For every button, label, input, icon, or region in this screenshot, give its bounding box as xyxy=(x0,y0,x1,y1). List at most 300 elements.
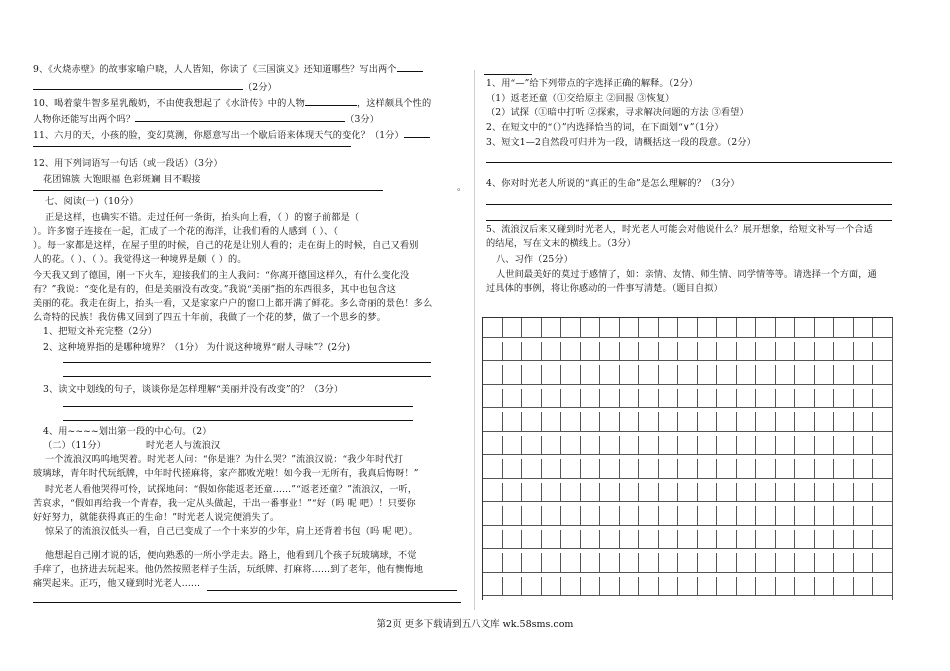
grid-cell[interactable] xyxy=(659,483,679,503)
grid-cell[interactable] xyxy=(600,412,620,432)
grid-cell[interactable] xyxy=(698,342,718,362)
grid-cell[interactable] xyxy=(620,436,640,456)
grid-cell[interactable] xyxy=(795,436,815,456)
grid-cell[interactable] xyxy=(756,342,776,362)
question-a3: 3、短文1—2自然段可归并为一段，请概括这一段的段意。（2分） xyxy=(486,137,756,148)
grid-cell[interactable] xyxy=(561,483,581,503)
grid-cell[interactable] xyxy=(483,459,503,479)
grid-cell[interactable] xyxy=(503,553,523,573)
grid-cell[interactable] xyxy=(854,436,874,456)
grid-row xyxy=(483,506,893,526)
grid-cell[interactable] xyxy=(561,412,581,432)
grid-cell[interactable] xyxy=(834,530,854,550)
grid-cell[interactable] xyxy=(620,553,640,573)
passage-line: 美丽的花。我走在街上，抬头一看，又是家家户户的窗口上都开满了鲜花。多么奇丽的景色！多么 xyxy=(33,298,433,309)
grid-row xyxy=(483,389,893,409)
grid-cell[interactable] xyxy=(639,483,659,503)
grid-cell[interactable] xyxy=(737,577,757,597)
grid-cell[interactable] xyxy=(659,506,679,526)
grid-cell[interactable] xyxy=(659,365,679,385)
grid-cell[interactable] xyxy=(756,483,776,503)
grid-cell[interactable] xyxy=(503,506,523,526)
grid-cell[interactable] xyxy=(600,389,620,409)
grid-cell[interactable] xyxy=(834,365,854,385)
grid-cell[interactable] xyxy=(776,459,796,479)
grid-cell[interactable] xyxy=(795,318,815,338)
grid-cell[interactable] xyxy=(483,318,503,338)
question-10-cont: 人物你还能写出两个吗？ （3分） xyxy=(33,114,379,125)
grid-cell[interactable] xyxy=(542,506,562,526)
grid-cell[interactable] xyxy=(717,342,737,362)
question-12-words: 花团锦簇 大饱眼福 色彩斑斓 目不暇接 xyxy=(43,174,201,185)
grid-cell[interactable] xyxy=(717,506,737,526)
grid-cell[interactable] xyxy=(854,389,874,409)
grid-cell[interactable] xyxy=(483,506,503,526)
grid-cell[interactable] xyxy=(737,412,757,432)
grid-cell[interactable] xyxy=(698,506,718,526)
grid-row xyxy=(483,436,893,456)
grid-cell[interactable] xyxy=(639,318,659,338)
grid-cell[interactable] xyxy=(873,365,893,385)
grid-cell[interactable] xyxy=(795,342,815,362)
story-line: 惊呆了的流浪汉低头一看，自己已变成了一个十来岁的少年，肩上还背着书包（吗 呢 吧）。 xyxy=(45,526,418,537)
grid-cell[interactable] xyxy=(737,342,757,362)
grid-cell[interactable] xyxy=(639,459,659,479)
grid-cell[interactable] xyxy=(776,318,796,338)
grid-cell[interactable] xyxy=(815,553,835,573)
grid-cell[interactable] xyxy=(776,483,796,503)
grid-cell[interactable] xyxy=(620,483,640,503)
grid-cell[interactable] xyxy=(503,530,523,550)
grid-cell[interactable] xyxy=(542,389,562,409)
grid-cell[interactable] xyxy=(659,577,679,597)
reading-question-2: 2、这种境界指的是哪种境界？（1分） 为什说这种境界“耐人寻味”？(2分) xyxy=(43,342,351,353)
grid-cell[interactable] xyxy=(483,530,503,550)
grid-cell[interactable] xyxy=(776,553,796,573)
grid-cell[interactable] xyxy=(795,553,815,573)
grid-cell[interactable] xyxy=(776,412,796,432)
grid-cell[interactable] xyxy=(581,506,601,526)
grid-cell[interactable] xyxy=(873,342,893,362)
answer-line xyxy=(63,362,431,363)
grid-cell[interactable] xyxy=(639,342,659,362)
grid-cell[interactable] xyxy=(620,459,640,479)
grid-cell[interactable] xyxy=(717,530,737,550)
grid-cell[interactable] xyxy=(522,342,542,362)
grid-cell[interactable] xyxy=(756,365,776,385)
grid-cell[interactable] xyxy=(854,318,874,338)
grid-cell[interactable] xyxy=(503,412,523,432)
grid-cell[interactable] xyxy=(522,577,542,597)
grid-cell[interactable] xyxy=(795,530,815,550)
grid-cell[interactable] xyxy=(581,530,601,550)
grid-cell[interactable] xyxy=(834,483,854,503)
grid-cell[interactable] xyxy=(717,389,737,409)
answer-line xyxy=(63,420,413,421)
grid-cell[interactable] xyxy=(503,389,523,409)
grid-cell[interactable] xyxy=(834,577,854,597)
grid-cell[interactable] xyxy=(776,389,796,409)
grid-cell[interactable] xyxy=(815,459,835,479)
grid-cell[interactable] xyxy=(561,459,581,479)
grid-cell[interactable] xyxy=(795,506,815,526)
page-footer: 第2页 更多下载请到五八文库 wk.58sms.com xyxy=(376,619,574,630)
grid-cell[interactable] xyxy=(620,530,640,550)
grid-cell[interactable] xyxy=(542,530,562,550)
grid-cell[interactable] xyxy=(561,553,581,573)
grid-cell[interactable] xyxy=(834,412,854,432)
passage-line: 么奇特的民族！我仿佛又回到了四五十年前，我做了一个花的梦，做了一个思乡的梦。 xyxy=(33,312,386,323)
story-line: 痛哭起来。正巧，他又碰到时光老人…… xyxy=(33,578,201,589)
grid-cell[interactable] xyxy=(581,553,601,573)
grid-cell[interactable] xyxy=(873,389,893,409)
grid-cell[interactable] xyxy=(815,365,835,385)
grid-row xyxy=(483,365,893,385)
grid-cell[interactable] xyxy=(678,342,698,362)
grid-row xyxy=(483,530,893,550)
grid-cell[interactable] xyxy=(503,365,523,385)
grid-cell[interactable] xyxy=(678,530,698,550)
grid-cell[interactable] xyxy=(776,577,796,597)
grid-cell[interactable] xyxy=(873,506,893,526)
grid-cell[interactable] xyxy=(639,389,659,409)
grid-cell[interactable] xyxy=(756,436,776,456)
grid-cell[interactable] xyxy=(620,412,640,432)
grid-cell[interactable] xyxy=(639,506,659,526)
grid-row xyxy=(483,318,893,338)
grid-cell[interactable] xyxy=(737,436,757,456)
grid-cell[interactable] xyxy=(678,318,698,338)
story-line: 时光老人看他哭得可怜，试探地问：“假如你能返老还童……”“返老还童？”流浪汉，一听， xyxy=(45,484,418,495)
grid-cell[interactable] xyxy=(639,412,659,432)
grid-cell[interactable] xyxy=(737,506,757,526)
grid-cell[interactable] xyxy=(756,318,776,338)
grid-cell[interactable] xyxy=(503,342,523,362)
section-7-heading: 七、阅读(一)（10分） xyxy=(45,196,139,207)
grid-cell[interactable] xyxy=(600,553,620,573)
grid-cell[interactable] xyxy=(522,318,542,338)
composition-prompt-cont: 过具体的事例，将让你感动的一件事写清楚。（题目自拟） xyxy=(486,283,723,294)
grid-cell[interactable] xyxy=(756,553,776,573)
grid-cell[interactable] xyxy=(581,436,601,456)
grid-cell[interactable] xyxy=(873,483,893,503)
grid-cell[interactable] xyxy=(795,389,815,409)
grid-row xyxy=(483,342,893,362)
grid-cell[interactable] xyxy=(620,577,640,597)
answer-line xyxy=(484,74,532,75)
grid-cell[interactable] xyxy=(522,365,542,385)
grid-cell[interactable] xyxy=(795,459,815,479)
grid-cell[interactable] xyxy=(776,530,796,550)
answer-line xyxy=(33,602,461,603)
grid-cell[interactable] xyxy=(561,436,581,456)
grid-cell[interactable] xyxy=(834,459,854,479)
grid-cell[interactable] xyxy=(600,530,620,550)
grid-cell[interactable] xyxy=(522,459,542,479)
story-line: 苦哀求，“假如再给我一个青春，我一定从头做起，干出一番事业！”“好（吗 呢 吧）！只要你 xyxy=(33,498,416,509)
grid-cell[interactable] xyxy=(678,553,698,573)
grid-cell[interactable] xyxy=(678,365,698,385)
grid-cell[interactable] xyxy=(561,365,581,385)
grid-cell[interactable] xyxy=(542,342,562,362)
grid-cell[interactable] xyxy=(483,389,503,409)
grid-cell[interactable] xyxy=(659,318,679,338)
grid-cell[interactable] xyxy=(678,459,698,479)
grid-cell[interactable] xyxy=(581,342,601,362)
grid-cell[interactable] xyxy=(483,436,503,456)
grid-cell[interactable] xyxy=(483,342,503,362)
grid-cell[interactable] xyxy=(815,506,835,526)
grid-cell[interactable] xyxy=(854,412,874,432)
grid-cell[interactable] xyxy=(522,412,542,432)
grid-cell[interactable] xyxy=(659,412,679,432)
grid-cell[interactable] xyxy=(678,436,698,456)
writing-grid[interactable] xyxy=(482,317,893,600)
grid-cell[interactable] xyxy=(620,506,640,526)
grid-cell[interactable] xyxy=(483,365,503,385)
grid-cell[interactable] xyxy=(737,365,757,385)
grid-cell[interactable] xyxy=(815,342,835,362)
grid-cell[interactable] xyxy=(561,530,581,550)
grid-cell[interactable] xyxy=(600,342,620,362)
grid-cell[interactable] xyxy=(503,318,523,338)
grid-cell[interactable] xyxy=(483,553,503,573)
grid-cell[interactable] xyxy=(542,436,562,456)
grid-cell[interactable] xyxy=(503,577,523,597)
grid-cell[interactable] xyxy=(776,506,796,526)
grid-cell[interactable] xyxy=(873,459,893,479)
story-line: 手痒了，也挤进去玩起来。他仍然按照老样子生活，玩纸牌、打麻将……到了老年，他有懊悔地 xyxy=(33,564,424,575)
grid-cell[interactable] xyxy=(542,318,562,338)
grid-cell[interactable] xyxy=(522,483,542,503)
grid-cell[interactable] xyxy=(815,577,835,597)
answer-line xyxy=(63,376,431,377)
grid-cell[interactable] xyxy=(678,389,698,409)
answer-line xyxy=(486,204,892,205)
grid-cell[interactable] xyxy=(659,389,679,409)
grid-cell[interactable] xyxy=(600,506,620,526)
grid-cell[interactable] xyxy=(854,553,874,573)
grid-cell[interactable] xyxy=(854,342,874,362)
grid-cell[interactable] xyxy=(854,530,874,550)
grid-cell[interactable] xyxy=(678,483,698,503)
passage-line: 人的花。（ ）、（ ）。我觉得这一种境界是颇（ ）的。 xyxy=(33,254,247,265)
grid-cell[interactable] xyxy=(542,577,562,597)
grid-cell[interactable] xyxy=(795,365,815,385)
grid-cell[interactable] xyxy=(795,577,815,597)
grid-cell[interactable] xyxy=(698,318,718,338)
grid-cell[interactable] xyxy=(581,483,601,503)
question-a1: 1、用“—”给下列带点的字选择正确的解释。（2分） xyxy=(486,78,698,89)
grid-cell[interactable] xyxy=(854,577,874,597)
grid-cell[interactable] xyxy=(815,412,835,432)
grid-cell[interactable] xyxy=(503,483,523,503)
grid-cell[interactable] xyxy=(737,389,757,409)
grid-cell[interactable] xyxy=(795,483,815,503)
grid-cell[interactable] xyxy=(600,318,620,338)
grid-cell[interactable] xyxy=(698,412,718,432)
grid-cell[interactable] xyxy=(678,412,698,432)
grid-cell[interactable] xyxy=(854,459,874,479)
grid-cell[interactable] xyxy=(815,389,835,409)
grid-cell[interactable] xyxy=(542,459,562,479)
passage-line: 今天我又到了德国，刚一下火车，迎接我们的主人我问：“你离开德国这样久，有什么变化没 xyxy=(33,270,410,281)
grid-cell[interactable] xyxy=(698,459,718,479)
grid-cell[interactable] xyxy=(717,459,737,479)
answer-line xyxy=(486,220,892,221)
grid-cell[interactable] xyxy=(795,412,815,432)
grid-cell[interactable] xyxy=(639,530,659,550)
grid-cell[interactable] xyxy=(717,483,737,503)
grid-cell[interactable] xyxy=(620,342,640,362)
grid-cell[interactable] xyxy=(639,577,659,597)
grid-cell[interactable] xyxy=(698,577,718,597)
grid-cell[interactable] xyxy=(854,365,874,385)
grid-cell[interactable] xyxy=(659,459,679,479)
grid-cell[interactable] xyxy=(854,506,874,526)
grid-cell[interactable] xyxy=(834,506,854,526)
grid-cell[interactable] xyxy=(503,459,523,479)
grid-cell[interactable] xyxy=(873,412,893,432)
grid-cell[interactable] xyxy=(873,553,893,573)
grid-cell[interactable] xyxy=(737,459,757,479)
grid-cell[interactable] xyxy=(834,389,854,409)
grid-cell[interactable] xyxy=(581,365,601,385)
question-12-end: 。 xyxy=(457,182,467,193)
grid-cell[interactable] xyxy=(503,436,523,456)
grid-cell[interactable] xyxy=(834,436,854,456)
grid-cell[interactable] xyxy=(600,483,620,503)
grid-cell[interactable] xyxy=(717,412,737,432)
grid-cell[interactable] xyxy=(522,436,542,456)
grid-cell[interactable] xyxy=(698,389,718,409)
grid-cell[interactable] xyxy=(542,412,562,432)
grid-cell[interactable] xyxy=(639,553,659,573)
grid-row xyxy=(483,553,893,573)
grid-cell[interactable] xyxy=(737,483,757,503)
grid-cell[interactable] xyxy=(834,553,854,573)
grid-cell[interactable] xyxy=(776,365,796,385)
grid-cell[interactable] xyxy=(542,483,562,503)
grid-cell[interactable] xyxy=(600,577,620,597)
grid-cell[interactable] xyxy=(854,483,874,503)
grid-cell[interactable] xyxy=(756,389,776,409)
answer-line xyxy=(33,146,351,147)
grid-cell[interactable] xyxy=(561,342,581,362)
grid-cell[interactable] xyxy=(620,365,640,385)
grid-cell[interactable] xyxy=(717,365,737,385)
grid-cell[interactable] xyxy=(483,483,503,503)
grid-cell[interactable] xyxy=(561,577,581,597)
grid-cell[interactable] xyxy=(737,318,757,338)
grid-cell[interactable] xyxy=(639,436,659,456)
grid-cell[interactable] xyxy=(873,436,893,456)
grid-cell[interactable] xyxy=(756,412,776,432)
grid-cell[interactable] xyxy=(737,530,757,550)
grid-cell[interactable] xyxy=(717,553,737,573)
grid-cell[interactable] xyxy=(483,412,503,432)
grid-cell[interactable] xyxy=(756,459,776,479)
answer-line xyxy=(33,190,383,191)
grid-cell[interactable] xyxy=(873,577,893,597)
grid-cell[interactable] xyxy=(698,365,718,385)
grid-cell[interactable] xyxy=(678,506,698,526)
grid-cell[interactable] xyxy=(659,530,679,550)
grid-cell[interactable] xyxy=(522,389,542,409)
grid-cell[interactable] xyxy=(737,553,757,573)
grid-cell[interactable] xyxy=(581,389,601,409)
grid-cell[interactable] xyxy=(756,506,776,526)
grid-row xyxy=(483,412,893,432)
grid-cell[interactable] xyxy=(815,530,835,550)
grid-cell[interactable] xyxy=(756,577,776,597)
passage-line: 正是这样，也确实不错。走过任何一条街，抬头向上看，（ ）的窗子前都是（ xyxy=(45,212,360,223)
grid-row-gap xyxy=(483,596,893,600)
grid-cell[interactable] xyxy=(639,365,659,385)
grid-cell[interactable] xyxy=(815,318,835,338)
passage-line: 有？”我说：“变化是有的，但是美丽没有改变。”我说“美丽”指的东西很多，其中也包含这 xyxy=(33,284,397,295)
grid-cell[interactable] xyxy=(600,459,620,479)
grid-cell[interactable] xyxy=(659,553,679,573)
grid-cell[interactable] xyxy=(815,436,835,456)
grid-cell[interactable] xyxy=(561,506,581,526)
grid-cell[interactable] xyxy=(776,436,796,456)
story-line: 好好努力，就能获得真正的生命！”时光老人说完便消失了。 xyxy=(33,512,280,523)
grid-cell[interactable] xyxy=(522,553,542,573)
grid-cell[interactable] xyxy=(717,577,737,597)
grid-cell[interactable] xyxy=(581,459,601,479)
grid-cell[interactable] xyxy=(620,389,640,409)
column-divider xyxy=(474,70,475,610)
grid-cell[interactable] xyxy=(561,389,581,409)
grid-cell[interactable] xyxy=(756,530,776,550)
grid-cell[interactable] xyxy=(620,318,640,338)
grid-cell[interactable] xyxy=(542,553,562,573)
story-line: 玻璃球，青年时代玩纸牌，中年时代搓麻将，家产都败光啦！如今我一无所有，我真后悔呀！” xyxy=(33,468,419,479)
section-7b-heading: （二）（11分） 时光老人与流浪汉 xyxy=(43,440,221,451)
grid-row xyxy=(483,459,893,479)
grid-cell[interactable] xyxy=(698,436,718,456)
grid-cell[interactable] xyxy=(678,577,698,597)
grid-cell[interactable] xyxy=(815,483,835,503)
grid-cell[interactable] xyxy=(542,365,562,385)
grid-cell[interactable] xyxy=(561,318,581,338)
grid-cell[interactable] xyxy=(698,553,718,573)
grid-cell[interactable] xyxy=(600,436,620,456)
grid-cell[interactable] xyxy=(600,365,620,385)
grid-cell[interactable] xyxy=(873,318,893,338)
grid-cell[interactable] xyxy=(581,318,601,338)
question-a1-part1: （1）返老还童（①交给原主 ②回报 ③恢复） xyxy=(486,93,675,104)
grid-cell[interactable] xyxy=(717,318,737,338)
grid-cell[interactable] xyxy=(483,577,503,597)
grid-cell[interactable] xyxy=(698,483,718,503)
grid-cell[interactable] xyxy=(581,577,601,597)
grid-cell[interactable] xyxy=(522,530,542,550)
reading-question-3: 3、读文中划线的句子，谈谈你是怎样理解“美丽并没有改变”的？（3分） xyxy=(43,384,344,395)
grid-cell[interactable] xyxy=(698,530,718,550)
grid-cell[interactable] xyxy=(717,436,737,456)
grid-cell[interactable] xyxy=(834,318,854,338)
grid-cell[interactable] xyxy=(659,342,679,362)
grid-cell[interactable] xyxy=(873,530,893,550)
grid-cell[interactable] xyxy=(834,342,854,362)
question-9: 9、《火烧赤壁》的故事家喻户晓，人人皆知，你读了《三国演义》还知道哪些？写出两个 xyxy=(33,62,423,76)
grid-cell[interactable] xyxy=(659,436,679,456)
grid-cell[interactable] xyxy=(581,412,601,432)
grid-cell[interactable] xyxy=(522,506,542,526)
grid-cell[interactable] xyxy=(776,342,796,362)
